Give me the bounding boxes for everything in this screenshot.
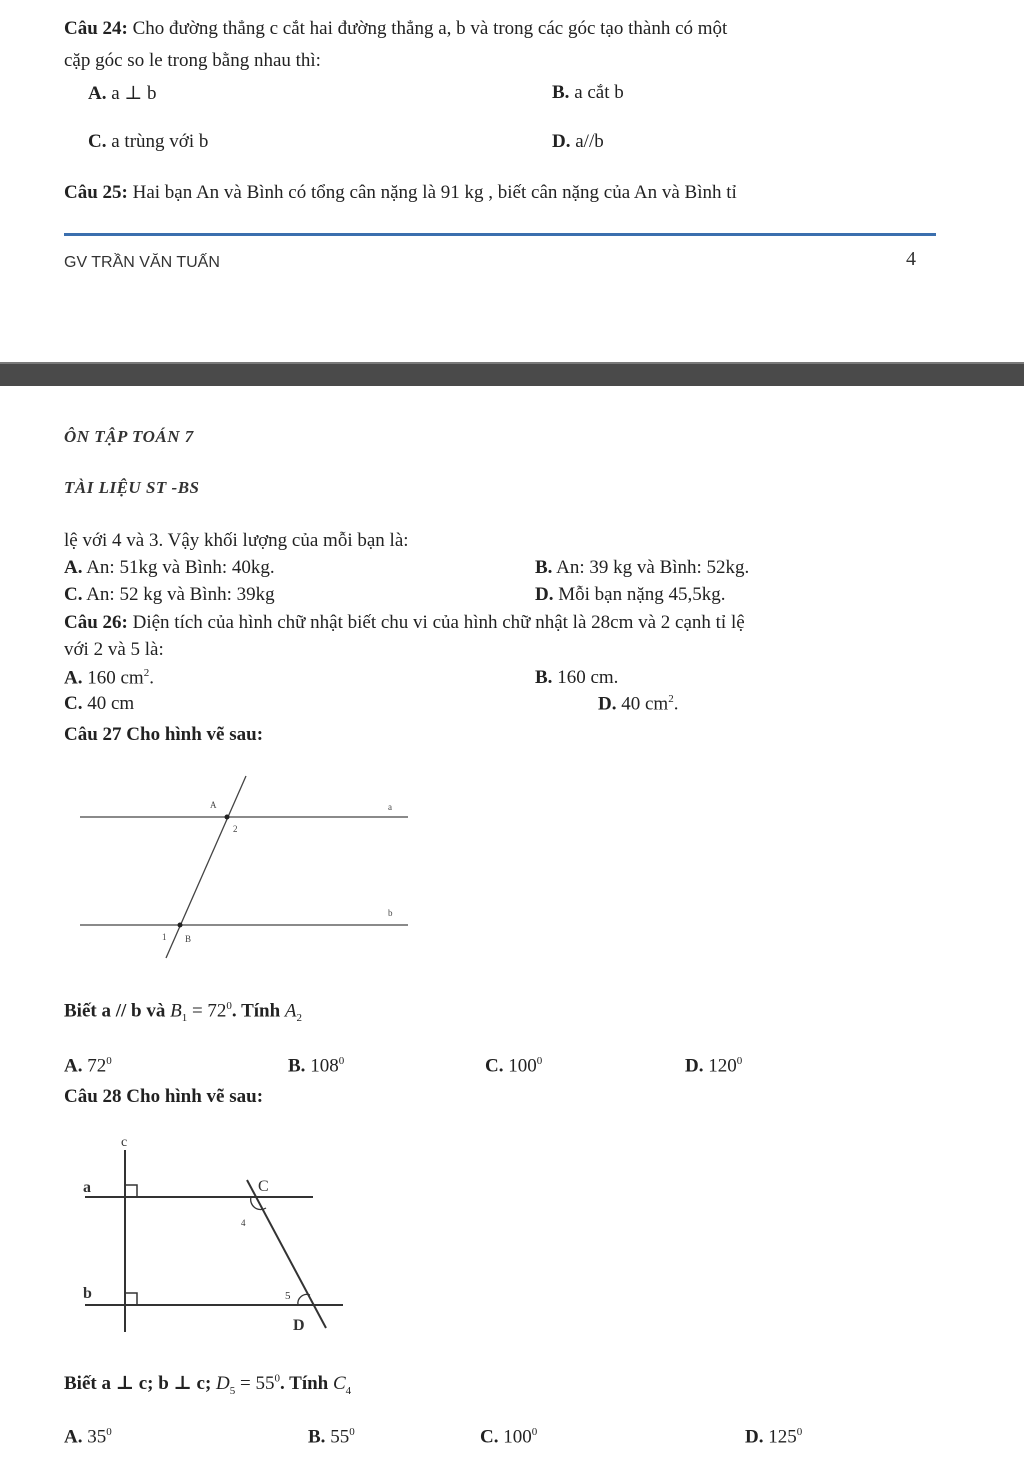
q28-option-a: A. $35^0$ <box>64 1426 112 1448</box>
question-25-line1: Câu 25: Hai bạn An và Bình có tổng cân nặng là 91 kg , biết cân nặng của An và Bình tỉ <box>64 182 737 203</box>
question-26-line2: với 2 và 5 là: <box>64 639 164 660</box>
q28-given: Biết a ⊥ c; b ⊥ c; $D_5 = 55^0$. Tính $C_4$ <box>64 1372 352 1397</box>
question-26-label: Câu 26: <box>64 612 128 633</box>
q28-label-4: 4 <box>241 1218 246 1228</box>
question-25-label: Câu 25: <box>64 182 128 203</box>
page-separator <box>0 364 1024 386</box>
q27-label-A: A <box>210 800 217 810</box>
q28-option-c: C. $100^0$ <box>480 1426 538 1448</box>
q25-option-b: B. An: 39 kg và Bình: 52kg. <box>535 557 750 578</box>
q28-label-C: C <box>258 1178 269 1195</box>
q26-option-b: B. 160 cm. <box>535 667 619 688</box>
q27-option-a: A. $72^0$ <box>64 1055 112 1077</box>
question-25-continued: lệ với 4 và 3. Vậy khối lượng của mỗi bạn là: <box>64 530 409 551</box>
q26-option-d: D. 40 $cm^2$. <box>598 693 679 715</box>
q27-figure <box>70 770 420 970</box>
question-28-title: Câu 28 Cho hình vẽ sau: <box>64 1086 264 1107</box>
q28-right-angle-a <box>125 1185 137 1197</box>
question-24-text: Cho đường thẳng c cắt hai đường thẳng a, b và trong các góc tạo thành có một <box>132 18 728 39</box>
question-26-line1: Câu 26: Diện tích của hình chữ nhật biết chu vi của hình chữ nhật là 28cm và 2 cạnh tỉ lệ <box>64 612 745 633</box>
question-24-line2: cặp góc so le trong bằng nhau thì: <box>64 50 321 71</box>
q26-option-c: C. 40 cm <box>64 693 135 714</box>
q28-right-angle-b <box>125 1293 137 1305</box>
q27-label-b: b <box>388 908 393 918</box>
footer-page-number: 4 <box>906 248 916 270</box>
q27-transversal <box>166 776 246 958</box>
q27-option-c: C. $100^0$ <box>485 1055 543 1077</box>
q27-point-a <box>225 815 230 820</box>
question-24-line1 <box>64 18 727 40</box>
q28-label-c: c <box>121 1135 128 1150</box>
q27-point-b <box>178 923 183 928</box>
q28-label-a: a <box>83 1179 91 1196</box>
q27-label-1: 1 <box>162 932 167 942</box>
header-title: ÔN TẬP TOÁN 7 <box>64 427 194 446</box>
question-24-label: Câu 24: <box>64 18 128 39</box>
q25-option-c: C. An: 52 kg và Bình: 39kg <box>64 584 275 605</box>
q28-option-d: D. $125^0$ <box>745 1426 803 1448</box>
q24-option-b: B. a cắt b <box>552 82 624 103</box>
q24-option-d: D. a//b <box>552 131 604 152</box>
q24-option-a: A. a ⊥ b <box>88 83 157 104</box>
q27-given: Biết a // b và $B_1 = 72^0$. Tính $A_2$ <box>64 1000 303 1025</box>
q27-label-2: 2 <box>233 824 238 834</box>
q28-option-b: B. $55^0$ <box>308 1426 355 1448</box>
q25-option-a: A. An: 51kg và Bình: 40kg. <box>64 557 275 578</box>
q28-figure <box>75 1130 355 1340</box>
footer-rule <box>64 233 936 236</box>
header-subtitle: TÀI LIỆU ST -BS <box>64 478 200 497</box>
q27-label-a: a <box>388 802 392 812</box>
q27-option-d: D. $120^0$ <box>685 1055 743 1077</box>
footer-author: GV TRẦN VĂN TUẤN <box>64 254 220 271</box>
q28-label-b: b <box>83 1285 92 1302</box>
q28-label-D: D <box>293 1317 305 1334</box>
q24-option-c: C. a trùng với b <box>88 131 209 152</box>
q28-label-5: 5 <box>285 1290 291 1302</box>
q26-option-a: A. 160 $cm^2$. <box>64 667 154 689</box>
q27-label-B: B <box>185 934 192 944</box>
question-27-title: Câu 27 Cho hình vẽ sau: <box>64 724 264 745</box>
q27-option-b: B. $108^0$ <box>288 1055 345 1077</box>
q25-option-d: D. Mỗi bạn nặng 45,5kg. <box>535 584 726 605</box>
